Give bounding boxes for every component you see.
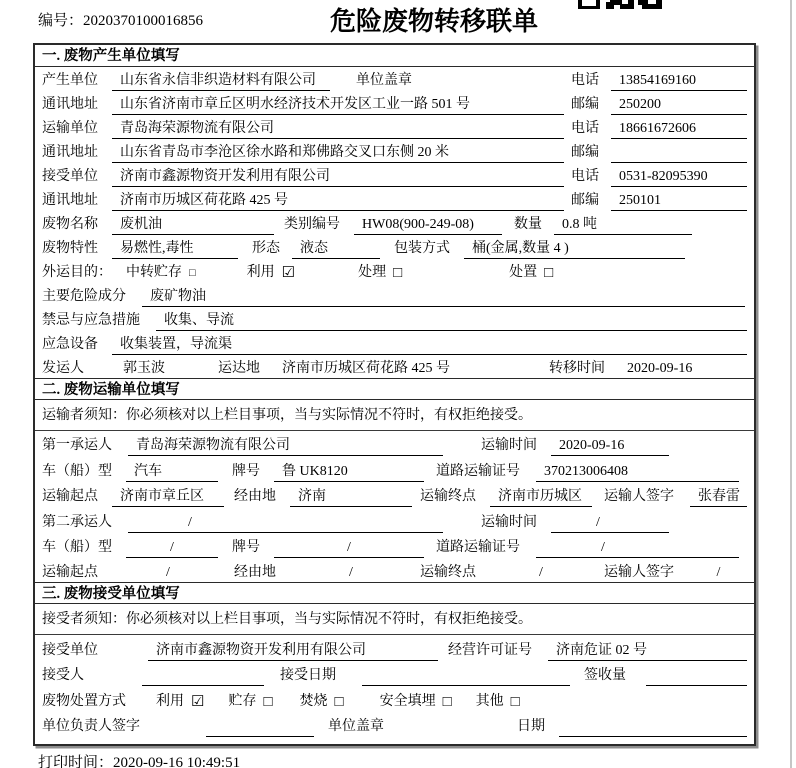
transport-time-label: 运输时间 [481,514,537,530]
purpose-option-label: 处置 [509,265,538,280]
plate-number-label: 牌号 [232,539,260,555]
serial-label: 编号： [38,13,84,29]
vehicle-type-label: 车（船）型 [42,539,112,555]
received-amount-label: 签收量 [584,668,626,684]
route-via-value: / [290,563,412,583]
qr-module-icon [656,0,662,9]
packaging-label: 包装方式 [394,241,450,256]
producer-unit-label: 产生单位 [42,73,98,88]
row-route-1 [35,482,754,507]
zip-label: 邮编 [571,193,599,208]
page-title: 危险废物转移联单 [330,7,539,36]
row-waste-traits [35,235,754,259]
transport-time-value: / [551,513,669,533]
receiving-unit-value: 济南市鑫源物资开发利用有限公司 [148,641,438,661]
license-number-value: 济南危证 02 号 [548,641,747,661]
checkbox-transfer-storage-icon: □ [189,267,196,279]
qr-module-icon [628,0,634,9]
unit-seal-label: 单位盖章 [328,718,384,734]
row-disposal-method [35,686,754,711]
route-via-label: 经由地 [234,565,276,581]
row-producer-unit [35,67,754,91]
address-label: 通讯地址 [42,193,98,208]
carrier-signature-value: 张春雷 [690,487,747,507]
emergency-equipment-label: 应急设备 [42,337,98,352]
section3 [35,583,754,737]
road-permit-value: / [536,538,739,558]
row-first-carrier [35,431,754,456]
vehicle-type-value: 汽车 [126,462,218,482]
transfer-time-label: 转移时间 [549,361,605,376]
phone-label: 电话 [571,169,599,184]
shipper-label: 发运人 [42,361,84,376]
disposal-option-label: 利用 [156,693,184,709]
checkbox-other-icon: □ [510,693,520,710]
second-carrier-label: 第二承运人 [42,514,112,530]
purpose-option-label: 中转贮存 [126,265,182,280]
page-edge-divider [790,0,792,768]
row-vehicle-1 [35,456,754,481]
destination-value: 济南市历城区荷花路 425 号 [274,359,502,379]
emergency-equipment-value: 收集装置，导流渠 [112,335,747,355]
category-code-label: 类别编号 [284,217,340,232]
route-terminus-value: 济南市历城区 [490,487,592,507]
row-receiving-unit [35,635,754,660]
checkbox-utilize-checked-icon: ☑ [191,693,205,710]
category-code-value: HW08(900-249-08) [354,215,502,235]
checkbox-dispose-icon: □ [544,265,554,281]
emergency-measures-value: 收集、导流 [156,311,747,331]
qr-finder-corner-icon [578,0,600,9]
checkbox-utilize-checked-icon: ☑ [281,265,296,281]
print-time-value: 2020-09-16 10:49:51 [113,755,241,768]
plate-number-value: / [274,538,424,558]
waste-trait-label: 废物特性 [42,241,98,256]
section1-header: 一. 废物产生单位填写 [35,45,754,67]
phone-value: 0531-82095390 [611,167,747,187]
unit-seal-label: 单位盖章 [356,73,412,88]
zip-value: 250101 [611,191,747,211]
carrier-signature-value: / [690,563,747,583]
route-origin-value: 济南市章丘区 [112,487,224,507]
hazard-component-value: 废矿物油 [142,287,745,307]
disposal-option-label: 焚烧 [299,693,328,709]
row-vehicle-2 [35,533,754,558]
row-emergency-measures [35,307,754,331]
serial-number [38,9,203,30]
quantity-value: 0.8 吨 [554,215,692,235]
hazard-component-label: 主要危险成分 [42,289,126,304]
phone-value: 13854169160 [611,71,747,91]
transfer-time-value: 2020-09-16 [619,359,747,379]
disposal-option-label: 其他 [475,693,504,709]
section2-header: 二. 废物运输单位填写 [35,378,754,400]
receiver-unit-label: 接受单位 [42,169,98,184]
row-recipient [35,661,754,686]
recipient-label: 接受人 [42,668,84,684]
waste-name-value: 废机油 [112,215,274,235]
receiver-notice: 接受者须知：你必须核对以上栏目事项，当与实际情况不符时，有权拒绝接受。 [35,604,754,635]
checkbox-incinerate-icon: □ [334,693,344,710]
serial-value: 2020370100016856 [83,13,204,29]
second-carrier-value: / [128,513,443,533]
section3-header: 三. 废物接受单位填写 [35,582,754,604]
packaging-value: 桶(金属,数量 4 ) [464,239,685,259]
disposal-method-label: 废物处置方式 [42,693,126,709]
zip-value [611,143,747,163]
waste-name-label: 废物名称 [42,217,98,232]
route-origin-value: / [112,563,224,583]
qr-code-fragment-icon [578,0,664,10]
route-terminus-label: 运输终点 [420,565,476,581]
vehicle-type-label: 车（船）型 [42,463,112,479]
license-number-label: 经营许可证号 [448,642,532,658]
responsible-signature-label: 单位负责人签字 [42,718,140,734]
row-producer-address [35,91,754,115]
zip-value: 250200 [611,95,747,115]
transporter-notice: 运输者须知：你必须核对以上栏目事项，当与实际情况不符时，有权拒绝接受。 [35,400,754,431]
recipient-value [142,666,264,686]
checkbox-treat-icon: □ [393,265,403,281]
received-amount-value [646,666,747,686]
row-outbound-purpose [35,259,754,283]
row-route-2 [35,558,754,583]
section2 [35,379,754,583]
route-terminus-value: / [490,563,592,583]
address-label: 通讯地址 [42,97,98,112]
checkbox-store-icon: □ [263,693,273,710]
route-via-value: 济南 [290,487,412,507]
quantity-label: 数量 [514,217,542,232]
address-value: 山东省济南市章丘区明水经济技术开发区工业一路 501 号 [112,95,564,115]
plate-number-value: 鲁 UK8120 [274,462,424,482]
address-value: 山东省青岛市李沧区徐水路和郑佛路交叉口东侧 20 米 [112,143,564,163]
zip-label: 邮编 [571,145,599,160]
carrier-signature-label: 运输人签字 [604,489,674,505]
transport-unit-value: 青岛海荣源物流有限公司 [112,119,564,139]
form-value: 液态 [292,239,380,259]
route-origin-label: 运输起点 [42,489,98,505]
row-transporter-address [35,139,754,163]
phone-label: 电话 [571,73,599,88]
row-emergency-equipment [35,331,754,355]
row-transport-unit [35,115,754,139]
purpose-option-label: 处理 [358,265,387,280]
receiver-unit-value: 济南市鑫源物资开发利用有限公司 [112,167,564,187]
row-hazard-component [35,283,754,307]
row-second-carrier [35,507,754,532]
shipper-value: 郭玉波 [98,359,190,379]
destination-label: 运达地 [218,361,260,376]
road-permit-value: 370213006408 [536,462,739,482]
receive-date-label: 接受日期 [280,668,336,684]
row-receiver-address [35,187,754,211]
print-time-label: 打印时间： [38,755,114,768]
receiving-unit-label: 接受单位 [42,642,98,658]
print-time [38,751,240,768]
receive-date-value [362,666,570,686]
manifest-form [33,43,756,746]
emergency-measures-label: 禁忌与应急措施 [42,313,140,328]
form-label: 形态 [252,241,280,256]
transport-time-value: 2020-09-16 [551,436,669,456]
vehicle-type-value: / [126,538,218,558]
sign-date-label: 日期 [517,718,545,734]
first-carrier-value: 青岛海荣源物流有限公司 [128,436,443,456]
row-waste-name [35,211,754,235]
carrier-signature-label: 运输人签字 [604,565,674,581]
purpose-option-label: 利用 [246,265,275,280]
phone-value: 18661672606 [611,119,747,139]
responsible-signature-value [206,717,314,737]
route-terminus-label: 运输终点 [420,489,476,505]
producer-unit-value: 山东省永信非织造材料有限公司 [112,71,330,91]
address-label: 通讯地址 [42,145,98,160]
plate-number-label: 牌号 [232,463,260,479]
disposal-option-label: 贮存 [228,693,257,709]
zip-label: 邮编 [571,97,599,112]
purpose-label: 外运目的： [42,265,112,280]
road-permit-label: 道路运输证号 [436,463,520,479]
disposal-option-label: 安全填埋 [379,693,436,709]
row-shipper [35,355,754,379]
row-receiver-unit [35,163,754,187]
sign-date-value [559,717,747,737]
route-origin-label: 运输起点 [42,565,98,581]
phone-label: 电话 [571,121,599,136]
route-via-label: 经由地 [234,489,276,505]
first-carrier-label: 第一承运人 [42,438,112,454]
row-responsible-signature [35,712,754,737]
checkbox-landfill-icon: □ [442,693,452,710]
transport-unit-label: 运输单位 [42,121,98,136]
address-value: 济南市历城区荷花路 425 号 [112,191,564,211]
road-permit-label: 道路运输证号 [436,539,520,555]
waste-trait-value: 易燃性,毒性 [112,239,238,259]
transport-time-label: 运输时间 [481,438,537,454]
